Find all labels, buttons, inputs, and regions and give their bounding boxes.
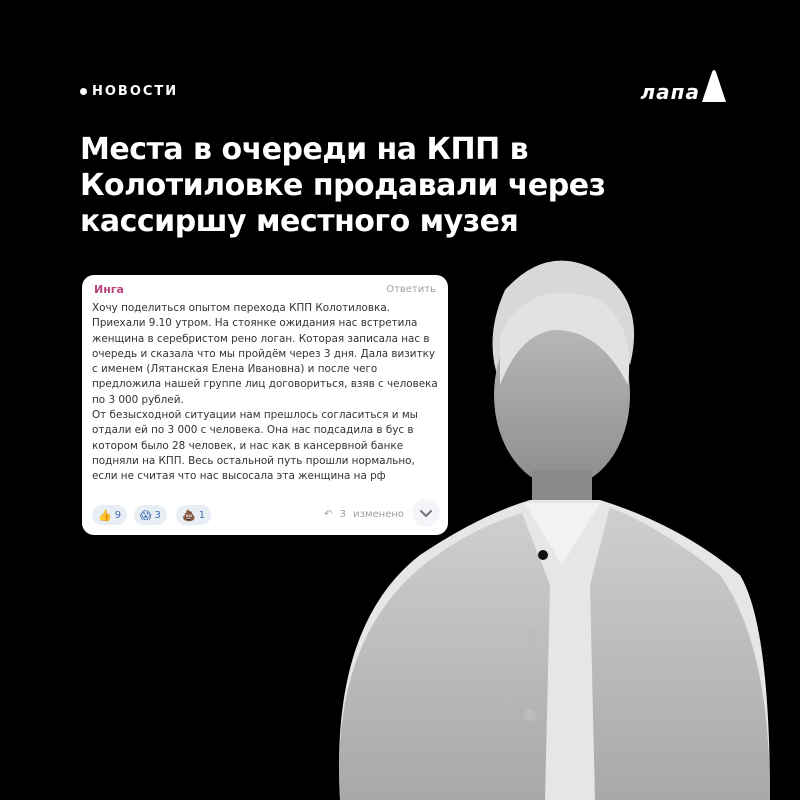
- poop-icon: 💩: [182, 508, 196, 522]
- reply-button[interactable]: Ответить: [386, 284, 436, 295]
- edited-label: изменено: [353, 509, 404, 520]
- brand-name: лапа: [640, 80, 700, 104]
- section-label: НОВОСТИ: [92, 84, 179, 99]
- message-paragraph: От безысходной ситуации нам прешлось согласиться и мы отдали ей по 3 000 с человека. Она нас подсадила в бус в котором было 28 человек, и нас как в кансервной банке подняли на КПП. Весь остальной путь прошли нормально, если не считая что нас высосала эта женщина на рф: [92, 409, 418, 483]
- topbar: [80, 74, 720, 114]
- screaming-face-icon: 😱: [140, 508, 152, 522]
- reaction-thumbs-up[interactable]: [92, 505, 127, 525]
- section-tag[interactable]: [80, 84, 178, 99]
- message-header: [92, 283, 438, 299]
- message-paragraph: Хочу поделиться опытом перехода КПП Колотиловка. Приехали 9.10 утром. На стоянке ожидания нас встретила женщина в серебристом рено логан. Которая записала нас в очередь и сказала что мы пройдём через 3 дня. Дала визитку с именем (Лятанская Елена Ивановна) и после чего предложила нашей группе лиц договориться, взяв с человека по 3 000 рублей.: [92, 302, 438, 406]
- reply-count: 3: [339, 509, 346, 520]
- reply-arrow-icon: ↶: [324, 509, 333, 520]
- chevron-down-icon: [412, 499, 440, 527]
- thumbs-up-icon: 👍: [98, 508, 112, 522]
- reaction-count: 1: [198, 509, 206, 521]
- reaction-count: 9: [114, 509, 122, 521]
- dot-icon: [80, 88, 87, 95]
- message-author[interactable]: Инга: [94, 283, 124, 296]
- reaction-screaming-face[interactable]: [134, 505, 167, 525]
- message-footer: [92, 505, 438, 527]
- reaction-poop[interactable]: [176, 505, 211, 525]
- reaction-count: 3: [154, 509, 161, 521]
- scroll-down-button[interactable]: [412, 499, 440, 527]
- headline: Места в очереди на КПП в Колотиловке продавали через кассиршу местного музея: [80, 132, 606, 239]
- message-body: [92, 301, 438, 485]
- message-meta: [324, 509, 404, 520]
- message-card: [82, 275, 448, 535]
- brand-logo[interactable]: [598, 68, 728, 112]
